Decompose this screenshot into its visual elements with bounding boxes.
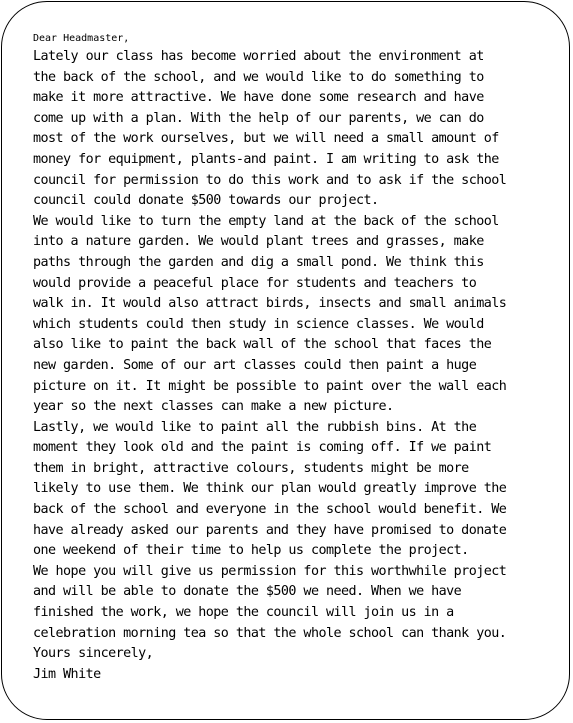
closing: Yours sincerely,: [33, 646, 154, 662]
letter-line: Lately our class has become worried about the environment at: [33, 49, 484, 64]
letter-line: the back of the school, and we would like to do something to: [33, 69, 484, 85]
letter-line: into a nature garden. We would plant trees and grasses, make: [33, 234, 484, 250]
letter-body: [33, 31, 563, 699]
letter-line: We would like to turn the empty land at the back of the school: [33, 213, 499, 229]
text-box-frame: [1, 1, 570, 720]
letter-line: one weekend of their time to help us complete the project.: [33, 543, 469, 559]
letter-line: walk in. It would also attract birds, insects and small animals: [33, 296, 507, 312]
letter-line: money for equipment, plants-and paint. I am writing to ask the: [33, 151, 499, 167]
letter-line: celebration morning tea so that the whole school can thank you.: [33, 625, 507, 641]
salutation: Dear Headmaster,: [33, 33, 130, 44]
letter-line: moment they look old and the paint is coming off. If we paint: [33, 440, 492, 456]
letter-line: finished the work, we hope the council will join us in a: [33, 605, 454, 621]
letter-line: council for permission to do this work and to ask if the school: [33, 172, 507, 188]
letter-line: would provide a peaceful place for students and teachers to: [33, 275, 477, 291]
letter-line: most of the work ourselves, but we will need a small amount of: [33, 131, 499, 147]
letter-line: them in bright, attractive colours, students might be more: [33, 460, 469, 476]
letter-line: which students could then study in science classes. We would: [33, 316, 484, 332]
letter-line: Lastly, we would like to paint all the rubbish bins. At the: [33, 419, 477, 435]
letter-line: have already asked our parents and they have promised to donate: [33, 522, 507, 538]
letter-line: make it more attractive. We have done some research and have: [33, 90, 484, 106]
letter-line: also like to paint the back wall of the school that faces the: [33, 337, 492, 353]
letter-line: council could donate $500 towards our project.: [33, 193, 379, 209]
letter-line: likely to use them. We think our plan would greatly improve the: [33, 481, 507, 497]
letter-line: paths through the garden and dig a small pond. We think this: [33, 254, 484, 270]
signature-name: Jim White: [33, 666, 101, 682]
letter-line: and will be able to donate the $500 we need. When we have: [33, 584, 462, 600]
letter-line: back of the school and everyone in the school would benefit. We: [33, 502, 507, 518]
letter-line: year so the next classes can make a new picture.: [33, 399, 394, 415]
letter-line: We hope you will give us permission for this worthwhile project: [33, 563, 507, 579]
letter-line: new garden. Some of our art classes could then paint a huge: [33, 357, 477, 373]
letter-line: come up with a plan. With the help of our parents, we can do: [33, 110, 484, 126]
letter-line: picture on it. It might be possible to paint over the wall each: [33, 378, 507, 394]
